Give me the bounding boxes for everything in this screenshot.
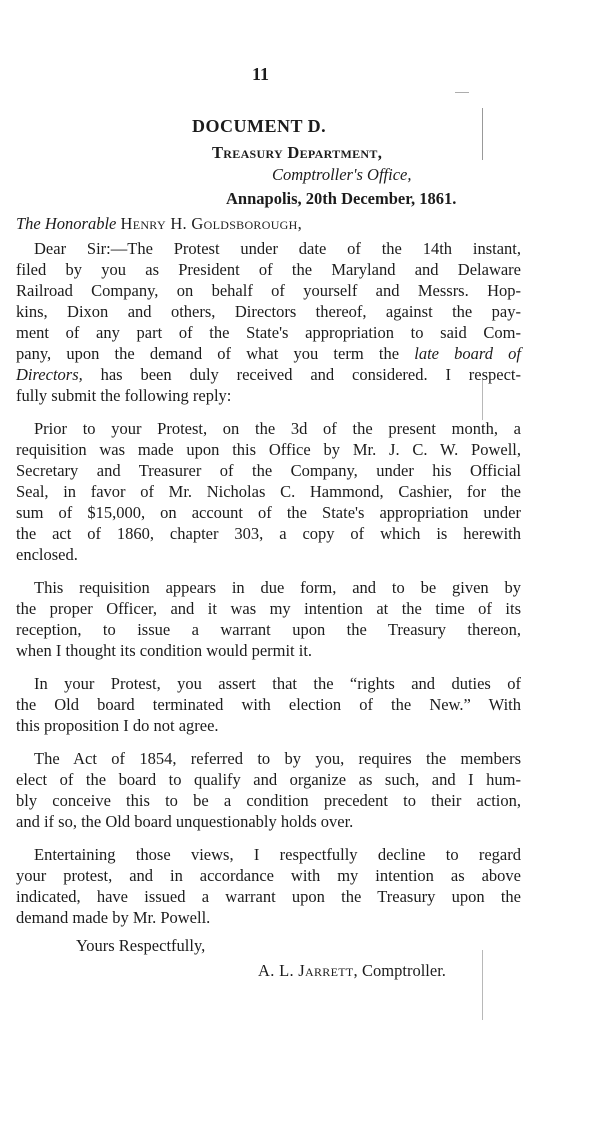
p6-line-3: indicated, have issued a warrant upon the Treasury upon the [16,887,521,906]
scan-edge-mark [482,380,483,420]
p1-line-1: Dear Sir:—The Protest under date of the 14th instant, [34,239,521,258]
p1-line-5: ment of any part of the State's appropriation to said Com- [16,323,521,342]
p1-line-2: filed by you as President of the Maryland and Delaware [16,260,521,279]
p5-line-2: elect of the board to qualify and organize as such, and I hum- [16,770,521,789]
p3-line-3: reception, to issue a warrant upon the Treasury thereon, [16,620,521,639]
scan-edge-mark [455,92,469,93]
p1-line-7-text: has been duly received and considered. I respect- [100,365,521,384]
p3-line-1: This requisition appears in due form, and to be given by [34,578,521,597]
p1-line-4: kins, Dixon and others, Directors thereof, against the pay- [16,302,521,321]
p1-line-8: fully submit the following reply: [16,386,232,405]
p1-line-7 [16,365,521,385]
salutation-prefix: The Honorable [16,214,117,233]
p4-line-1: In your Protest, you assert that the “rights and duties of [34,674,521,693]
p1-line-3: Railroad Company, on behalf of yourself and Messrs. Hop- [16,281,521,300]
closing: Yours Respectfully, [76,936,206,955]
p4-line-2: the Old board terminated with election of the New.” With [16,695,521,714]
signature-name: A. L. Jarrett, [258,961,358,980]
letterhead-office: Comptroller's Office, [272,165,412,184]
p2-line-3: Secretary and Treasurer of the Company, under his Official [16,461,521,480]
p2-line-2: requisition was made upon this Office by Mr. J. C. W. Powell, [16,440,521,459]
p5-line-3: bly conceive this to be a condition precedent to their action, [16,791,521,810]
p1-line-6-text: pany, upon the demand of what you term the [16,344,400,363]
document-heading: DOCUMENT D. [192,116,327,136]
p1-line-6 [16,344,521,364]
salutation-name: Henry H. Goldsborough, [120,214,303,233]
salutation [16,214,302,234]
p1-line-7-italic: Directors, [16,365,83,384]
p2-line-6: the act of 1860, chapter 303, a copy of which is herewith [16,524,521,543]
p4-line-3: this proposition I do not agree. [16,716,219,735]
p6-line-2: your protest, and in accordance with my intention as above [16,866,521,885]
p2-line-5: sum of $15,000, on account of the State's appropriation under [16,503,521,522]
p6-line-4: demand made by Mr. Powell. [16,908,211,927]
page-number: 11 [252,64,270,84]
scan-edge-mark [482,950,483,1020]
letterhead-place-date: Annapolis, 20th December, 1861. [226,189,457,208]
p5-line-4: and if so, the Old board unquestionably holds over. [16,812,354,831]
signature-title: Comptroller. [362,961,446,980]
p5-line-1: The Act of 1854, referred to by you, requires the members [34,749,521,768]
p3-line-2: the proper Officer, and it was my intention at the time of its [16,599,521,618]
letterhead-department: Treasury Department, [212,143,383,162]
p2-line-1: Prior to your Protest, on the 3d of the present month, a [34,419,521,438]
p6-line-1: Entertaining those views, I respectfully decline to regard [34,845,521,864]
scan-edge-mark [482,108,483,160]
p3-line-4: when I thought its condition would permit it. [16,641,313,660]
p2-line-4: Seal, in favor of Mr. Nicholas C. Hammond, Cashier, for the [16,482,521,501]
p1-line-6-italic: late board of [414,344,522,363]
p2-line-7: enclosed. [16,545,78,564]
signature [258,961,446,981]
